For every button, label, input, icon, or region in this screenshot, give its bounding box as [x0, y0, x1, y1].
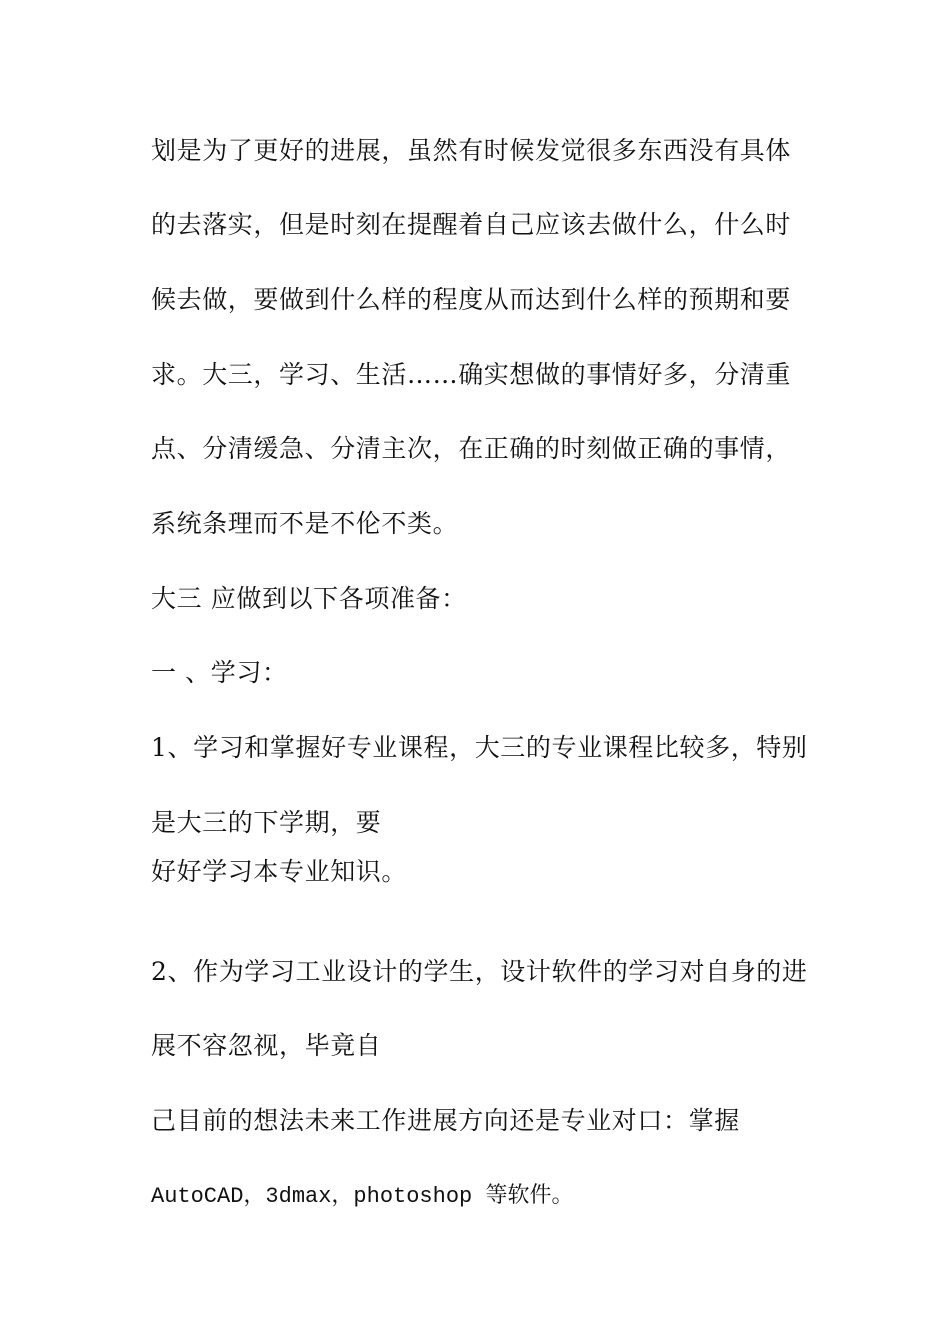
paragraph-line: 系统条理而不是不伦不类。	[151, 509, 459, 538]
paragraph-line: 求。大三，学习、生活……确实想做的事情好多，分清重	[151, 360, 792, 389]
list-item-line: AutoCAD，3dmax，photoshop 等软件。	[151, 1184, 574, 1209]
paragraph-line: 候去做，要做到什么样的程度从而达到什么样的预期和要	[151, 285, 792, 314]
paragraph-line: 的去落实，但是时刻在提醒着自己应该去做什么，什么时	[151, 210, 792, 239]
list-item-line: 1、学习和掌握好专业课程，大三的专业课程比较多，特别	[151, 733, 808, 762]
paragraph-line: 点、分清缓急、分清主次，在正确的时刻做正确的事情，	[151, 434, 792, 463]
list-item-line: 己目前的想法未来工作进展方向还是专业对口：掌握	[151, 1106, 740, 1135]
section-heading: 大三 应做到以下各项准备：	[151, 584, 467, 613]
list-item-line: 是大三的下学期，要	[151, 808, 382, 837]
list-item-line: 2、作为学习工业设计的学生，设计软件的学习对自身的进	[151, 957, 808, 986]
subsection-heading: 一 、学习：	[151, 658, 288, 687]
paragraph-line: 划是为了更好的进展，虽然有时候发觉很多东西没有具体	[151, 136, 792, 165]
list-item-line: 展不容忽视，毕竟自	[151, 1031, 382, 1060]
list-item-line: 好好学习本专业知识。	[151, 857, 408, 886]
